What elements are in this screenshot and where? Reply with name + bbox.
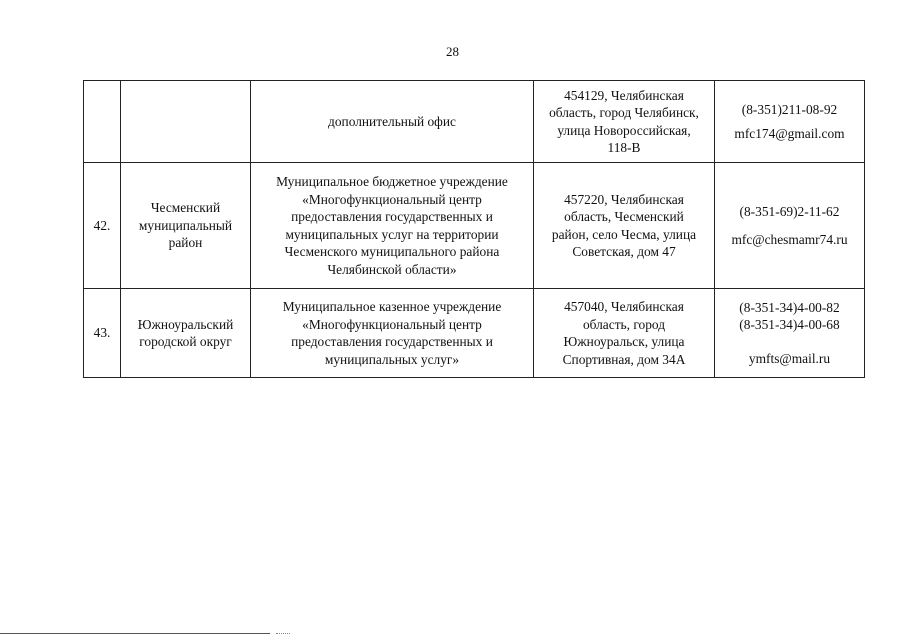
organization-cell: дополнительный офис xyxy=(251,81,534,163)
contacts-cell xyxy=(715,289,865,378)
phone: (8-351-69)2-11-62 xyxy=(739,204,840,219)
district-cell: Чесменский муниципальный район xyxy=(121,163,251,289)
district-cell xyxy=(121,81,251,163)
district-cell: Южноуральский городской округ xyxy=(121,289,251,378)
phone: (8-351-34)4-00-82 xyxy=(739,299,840,315)
table-row xyxy=(84,81,865,163)
address-cell: 457040, Челябинская область, город Южноуральск, улица Спортивная, дом 34А xyxy=(534,289,715,378)
row-number: 42. xyxy=(84,163,121,289)
table-row xyxy=(84,163,865,289)
email-link[interactable]: mfc174@gmail.com xyxy=(734,125,845,141)
organization-cell: Муниципальное бюджетное учреждение «Многофункциональный центр предоставления государственных и муниципальных услуг на территории Чесменского муниципального района Челябинской области» xyxy=(251,163,534,289)
table-row xyxy=(84,289,865,378)
address-cell: 457220, Челябинская область, Чесменский район, село Чесма, улица Советская, дом 47 xyxy=(534,163,715,289)
phone: (8-351-34)4-00-68 xyxy=(739,317,840,333)
phone: (8-351)211-08-92 xyxy=(741,102,838,117)
mfc-table xyxy=(83,80,865,378)
contacts-cell xyxy=(715,81,865,163)
address-cell: 454129, Челябинская область, город Челябинск, улица Новороссийская, 118-В xyxy=(534,81,715,163)
page-number: 28 xyxy=(446,44,459,59)
email-link[interactable]: mfc@chesmamr74.ru xyxy=(731,231,848,247)
row-number xyxy=(84,81,121,163)
footer-dots xyxy=(276,633,290,634)
contacts-cell xyxy=(715,163,865,289)
row-number: 43. xyxy=(84,289,121,378)
footer-rule xyxy=(0,633,270,634)
email-link[interactable]: ymfts@mail.ru xyxy=(748,350,831,366)
organization-cell: Муниципальное казенное учреждение «Многофункциональный центр предоставления государственных и муниципальных услуг» xyxy=(251,289,534,378)
